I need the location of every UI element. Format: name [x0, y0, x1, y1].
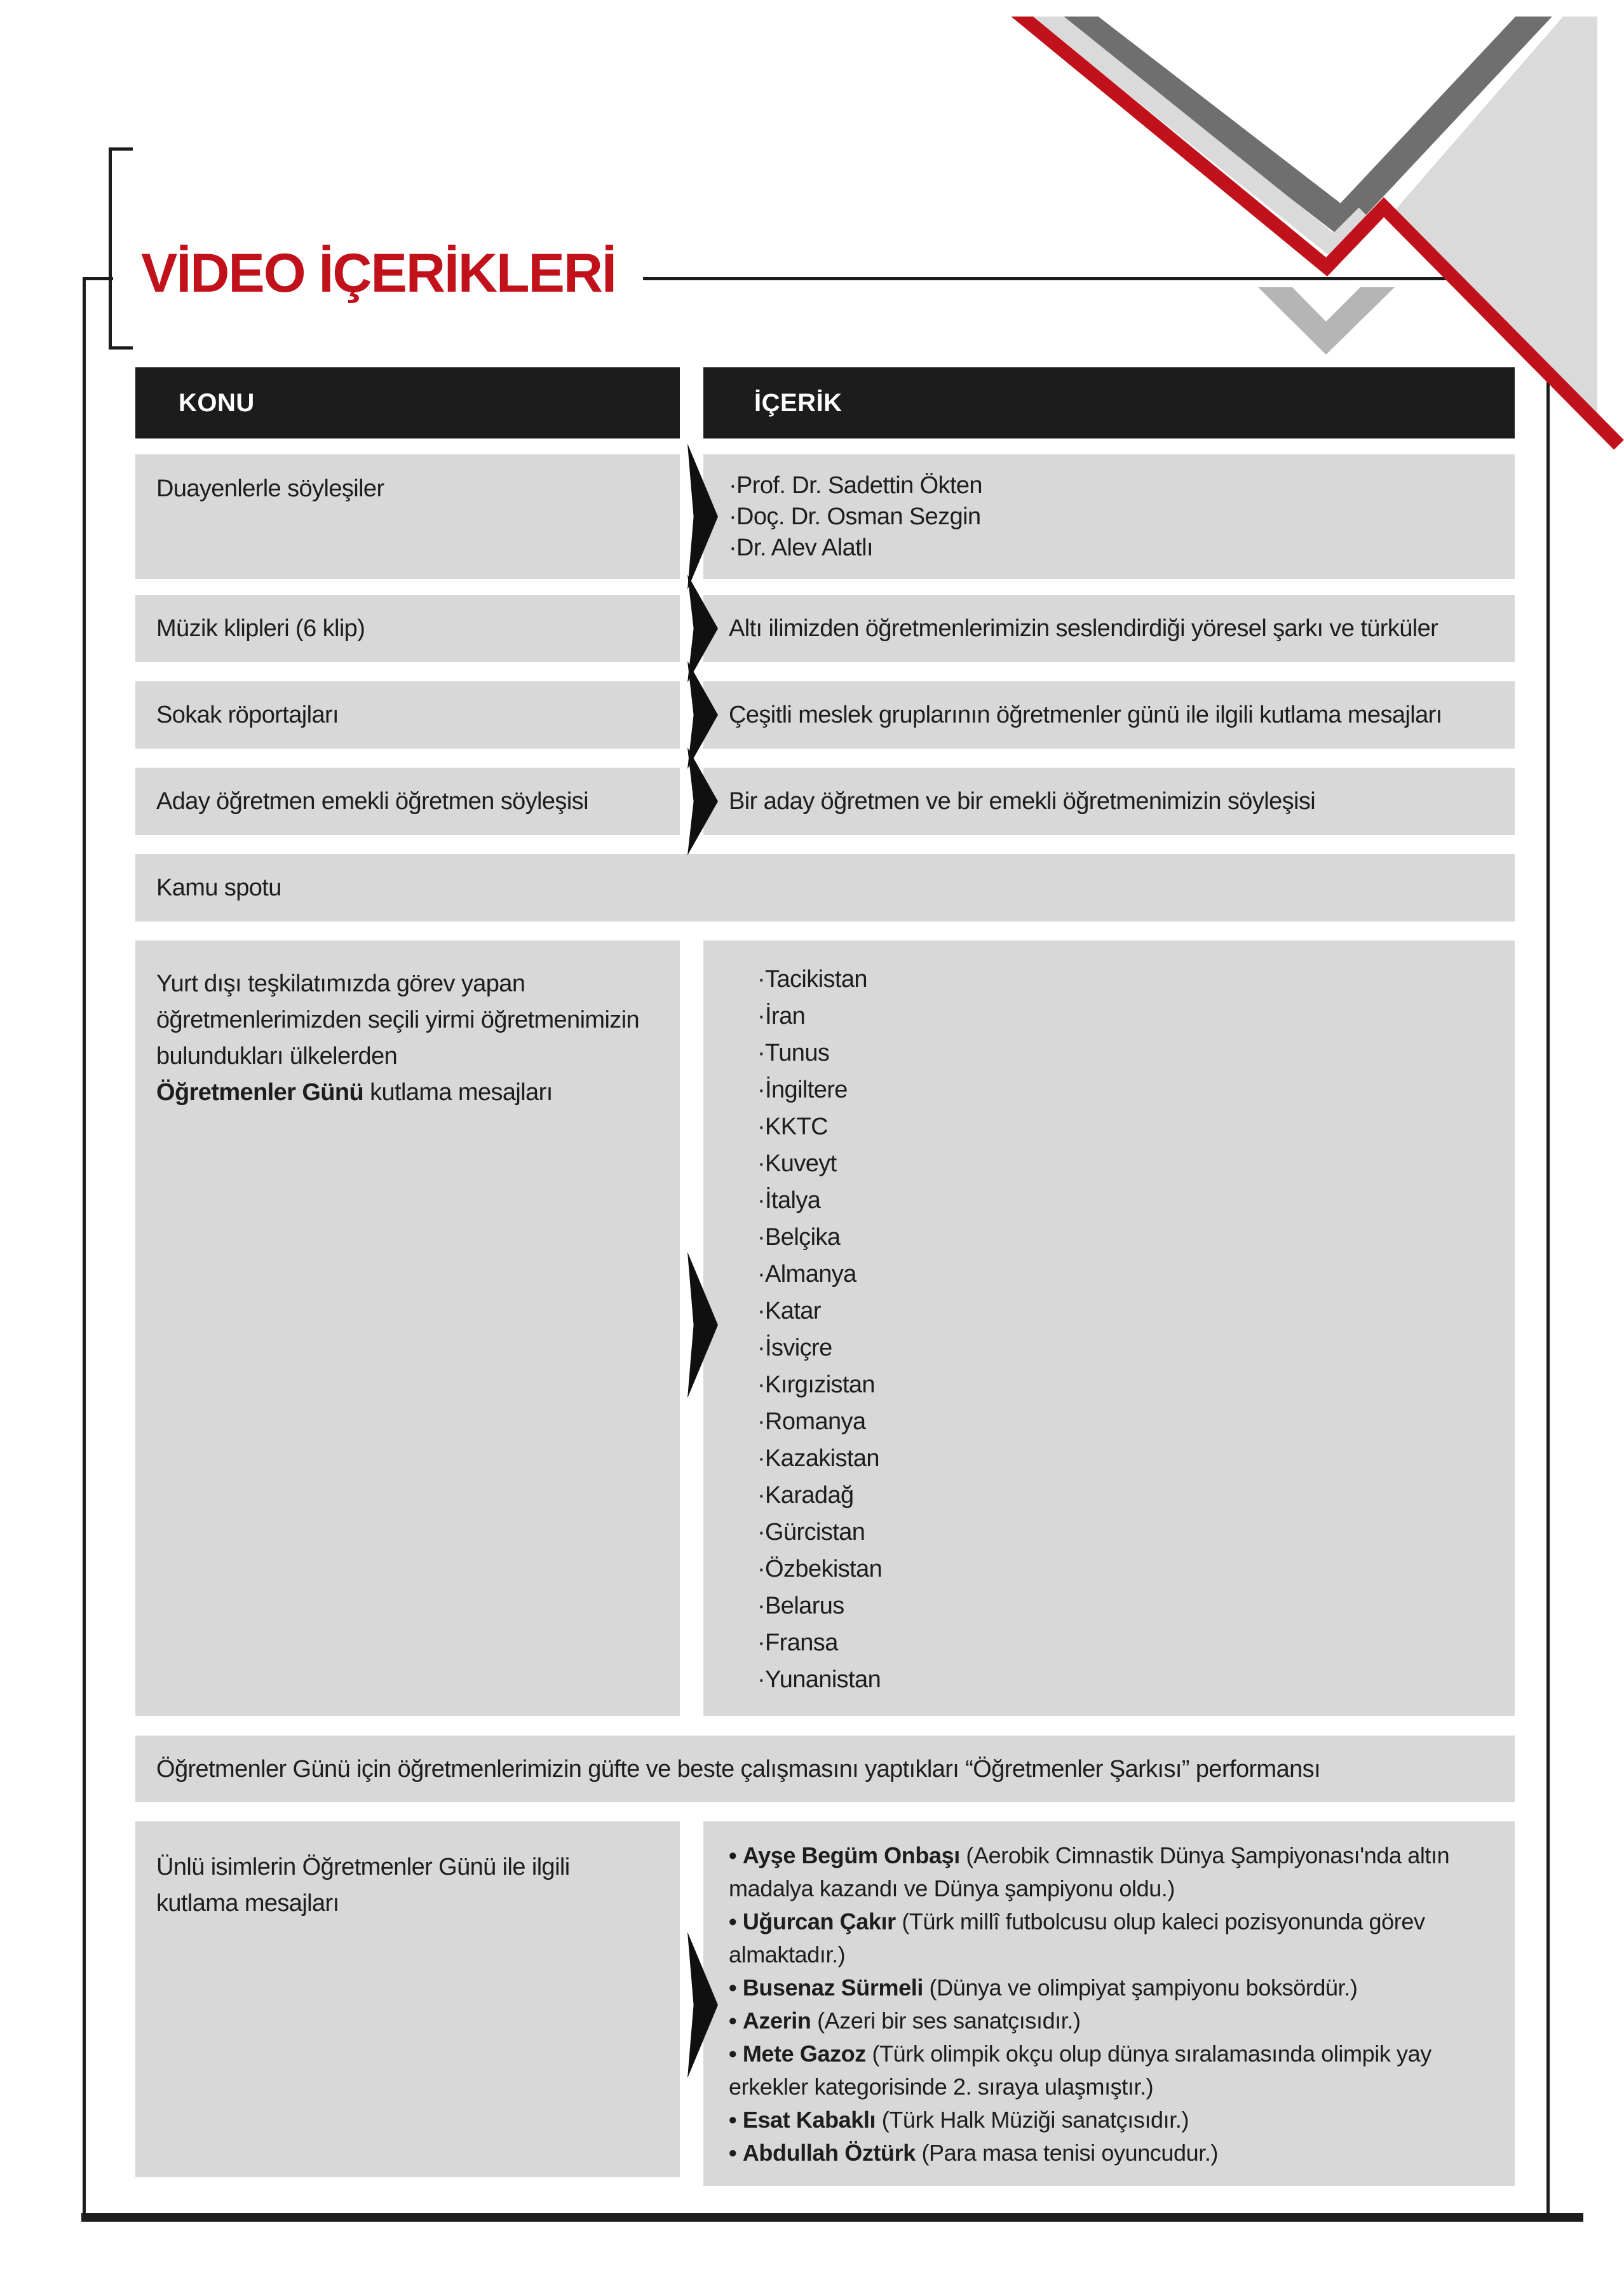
- down-chevron-icon: [1258, 287, 1395, 355]
- row7-fullwidth-cell: [135, 1736, 1515, 1802]
- row3-icerik-cell: [703, 681, 1515, 749]
- row8-konu-text: Ünlü isimlerin Öğretmenler Günü ile ilgili kutlama mesajları: [156, 1854, 570, 1917]
- row3-konu-text: Sokak röportajları: [156, 702, 339, 728]
- celebrity-list-item: • Busenaz Sürmeli (Dünya ve olimpiyat şampiyonu boksördür.): [729, 1975, 1358, 2001]
- country-list-item: ·Belarus: [757, 1593, 844, 1619]
- corner-decoration: [982, 0, 1624, 483]
- celebrity-list-item: • Uğurcan Çakır (Türk millî futbolcusu olup kaleci pozisyonunda görev almaktadır.): [729, 1908, 1425, 1968]
- celebrity-list-item: • Azerin (Azeri bir ses sanatçısıdır.): [729, 2008, 1081, 2034]
- country-list-item: ·Gürcistan: [757, 1519, 865, 1546]
- row6-konu-last-line: [156, 1075, 673, 1111]
- konu-list-line: Yurt dışı teşkilatımızda görev yapan: [156, 970, 525, 997]
- row5-text: Kamu spotu: [156, 874, 281, 901]
- country-list-item: ·Romanya: [757, 1408, 866, 1435]
- country-list-item: ·Kazakistan: [757, 1445, 879, 1472]
- celebrity-list-item: • Abdullah Öztürk (Para masa tenisi oyuncudur.): [729, 2140, 1219, 2166]
- row5-fullwidth-cell: [135, 854, 1515, 921]
- celebrity-list-item: • Ayşe Begüm Onbaşı (Aerobik Cimnastik Dünya Şampiyonası'nda altın madalya kazandı ve Dünya şampiyonu oldu.): [729, 1842, 1450, 1901]
- title-band: [113, 240, 643, 306]
- frame-border-left: [83, 277, 86, 2218]
- row7-text: Öğretmenler Günü için öğretmenlerimizin güfte ve beste çalışmasını yaptıkları “Öğretmenler Şarkısı” performansı: [156, 1755, 1321, 1783]
- country-list-item: ·İngiltere: [757, 1077, 848, 1103]
- country-list-item: ·İran: [757, 1003, 806, 1030]
- country-list-item: ·Tacikistan: [757, 966, 867, 993]
- row4-konu-text: Aday öğretmen emekli öğretmen söyleşisi: [156, 788, 588, 815]
- country-list-item: ·Almanya: [757, 1261, 856, 1288]
- country-list-item: ·KKTC: [757, 1113, 829, 1140]
- row6-icerik-cell: [703, 941, 1515, 1716]
- row6-konu-cell: [135, 941, 680, 1716]
- country-list-item: ·Kırgızistan: [757, 1371, 875, 1398]
- title-bracket-vertical: [109, 147, 112, 350]
- row3-konu-cell: [135, 681, 680, 749]
- frame-border-right: [1546, 277, 1550, 2218]
- row1-konu-text: Duayenlerle söyleşiler: [156, 475, 384, 502]
- row2-konu-text: Müzik klipleri (6 klip): [156, 615, 365, 642]
- row3-icerik-text: Çeşitli meslek gruplarının öğretmenler günü ile ilgili kutlama mesajları: [729, 702, 1442, 728]
- row4-konu-cell: [135, 768, 680, 835]
- celebrity-list-item: • Mete Gazoz (Türk olimpik okçu olup dünya sıralamasında olimpik yay erkekler kategorisinde 2. sıraya ulaşmıştır.): [729, 2041, 1431, 2100]
- title-bracket-top-tick: [109, 147, 133, 151]
- title-bracket-bottom-tick: [109, 346, 133, 350]
- konu-list-line: bulundukları ülkelerden: [156, 1043, 398, 1070]
- row8-konu-cell: [135, 1821, 680, 2177]
- row2-konu-cell: [135, 595, 680, 662]
- arrow-icon: [687, 747, 718, 855]
- row2-icerik-cell: [703, 595, 1515, 662]
- arrow-icon: [687, 661, 718, 769]
- country-list-item: ·Kuveyt: [757, 1150, 837, 1177]
- country-list-item: ·Fransa: [757, 1629, 838, 1656]
- row6-konu-tail: kutlama mesajları: [363, 1079, 553, 1106]
- country-list-item: ·İtalya: [757, 1187, 821, 1214]
- country-list-item: ·İsviçre: [757, 1335, 832, 1361]
- country-list-item: ·Belçika: [757, 1224, 841, 1251]
- icerik-list-line: ·Dr. Alev Alatlı: [729, 534, 873, 561]
- celebrity-list-item: • Esat Kabaklı (Türk Halk Müziği sanatçısıdır.): [729, 2107, 1189, 2133]
- country-list-item: ·Yunanistan: [757, 1666, 881, 1693]
- frame-border-bottom: [81, 2213, 1583, 2222]
- page-title: VİDEO İÇERİKLERİ: [141, 242, 616, 304]
- row8-icerik-cell: [703, 1821, 1515, 2186]
- icerik-header-label: İÇERİK: [754, 388, 842, 417]
- row4-icerik-cell: [703, 768, 1515, 835]
- row6-konu-bold: Öğretmenler Günü: [156, 1079, 364, 1106]
- icerik-list-line: ·Prof. Dr. Sadettin Ökten: [729, 472, 982, 499]
- country-list-item: ·Tunus: [757, 1040, 830, 1066]
- table-header-konu: [135, 367, 680, 438]
- country-list-item: ·Karadağ: [757, 1482, 854, 1509]
- arrow-icon: [687, 574, 718, 683]
- row6-konu-lines: [156, 966, 673, 1075]
- konu-header-label: KONU: [179, 388, 255, 417]
- icerik-list-line: ·Doç. Dr. Osman Sezgin: [729, 503, 981, 530]
- country-list-item: ·Katar: [757, 1298, 821, 1324]
- row2-icerik-text: Altı ilimizden öğretmenlerimizin seslendirdiği yöresel şarkı ve türküler: [729, 615, 1438, 642]
- konu-list-line: öğretmenlerimizden seçili yirmi öğretmenimizin: [156, 1007, 640, 1033]
- country-list-item: ·Özbekistan: [757, 1556, 883, 1582]
- row4-icerik-text: Bir aday öğretmen ve bir emekli öğretmenimizin söyleşisi: [729, 788, 1316, 815]
- row1-konu-cell: [135, 454, 680, 579]
